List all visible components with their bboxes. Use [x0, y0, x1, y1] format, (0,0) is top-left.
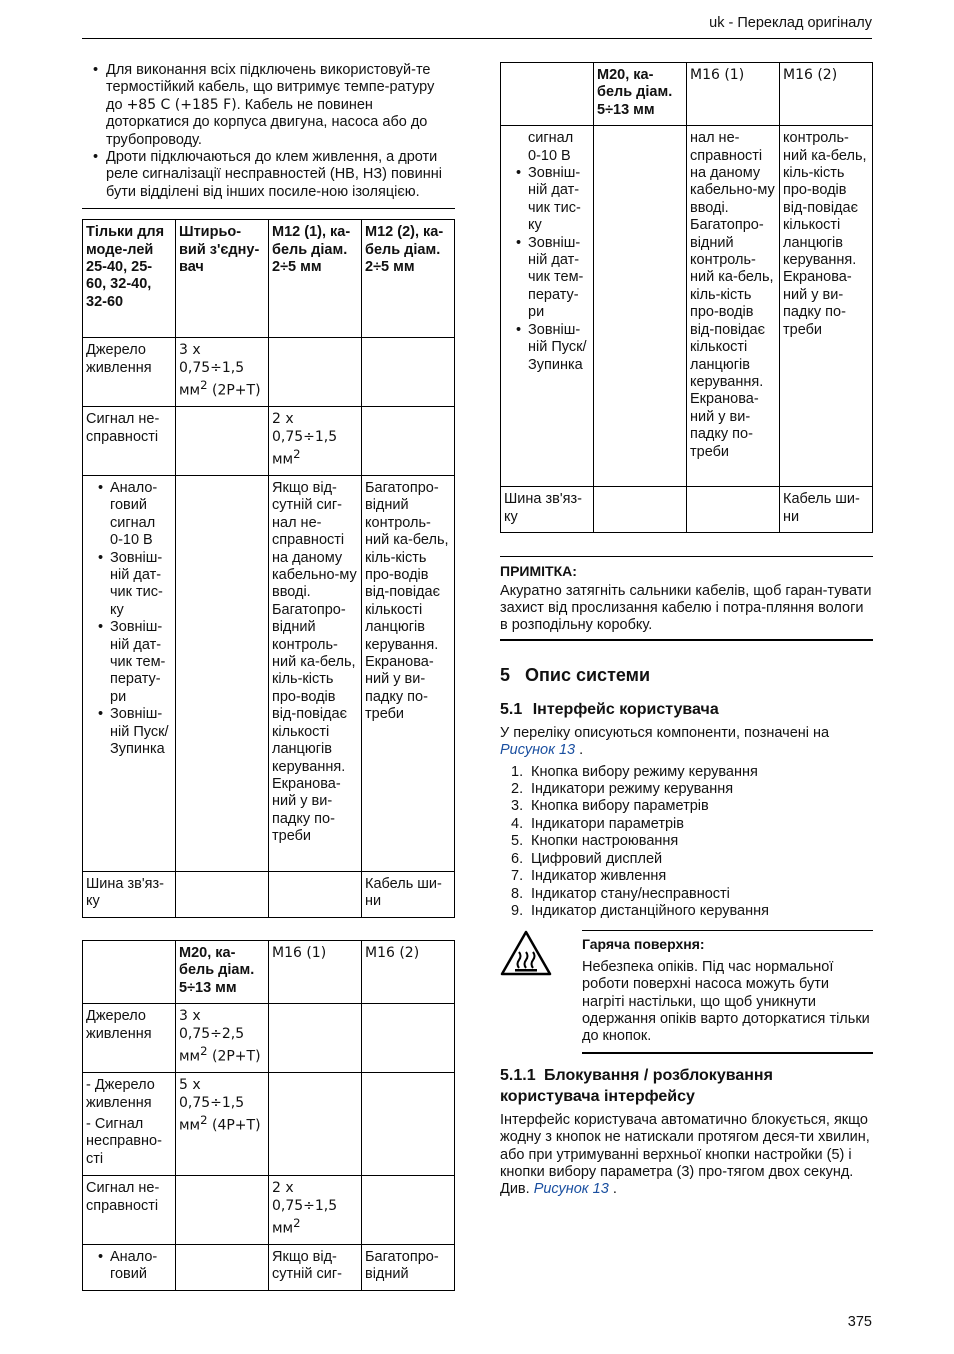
- cable-requirements-list: [82, 62, 455, 201]
- table-header: M16 (1): [269, 941, 362, 1004]
- table-cell: [362, 1176, 455, 1245]
- bullet-text: Для виконання всіх підключень використовуй-те термостійкий кабель, що витримує темпе-ратуру до: [106, 62, 435, 113]
- paragraph-text: У переліку описуються компоненти, позначені на: [500, 724, 830, 741]
- cable-spec: 3 x 0,75÷1,5 мм: [179, 342, 245, 399]
- divider: [82, 208, 455, 209]
- warning-top-rule: [582, 930, 873, 931]
- cable-spec: (2P+T): [207, 382, 261, 399]
- table-cell: Кабель ши-ни: [780, 487, 873, 533]
- table-header: M20, ка-бель діам. 5÷13 мм: [176, 941, 269, 1004]
- section-number: 5: [500, 664, 511, 685]
- superscript: 2: [200, 378, 208, 393]
- table-header: M16 (1): [687, 63, 780, 126]
- list-item: [500, 764, 873, 781]
- header-rule: [82, 38, 872, 39]
- list-item: • Анало-говий сигнал 0-10 В: [86, 480, 172, 550]
- cable-table-2: [82, 940, 455, 1291]
- paragraph-text: .: [608, 1181, 617, 1198]
- row-label: Джерело живлення: [83, 338, 176, 407]
- signal-list: [86, 1249, 172, 1284]
- list-item: • Зовніш-ній дат-чик тис-ку: [504, 165, 590, 235]
- table-cell: [176, 1073, 269, 1176]
- list-item: сигнал 0-10 В: [528, 130, 574, 164]
- table-cell: [269, 1073, 362, 1176]
- list-item: • Зовніш-ній дат-чик тем-перату-ри: [86, 619, 172, 706]
- list-item: [500, 833, 873, 850]
- list-item: • Зовніш-ній дат-чик тис-ку: [86, 550, 172, 620]
- list-label: Кнопка вибору параметрів: [531, 798, 709, 815]
- superscript: 2: [200, 1112, 208, 1127]
- table-cell: [362, 1004, 455, 1073]
- list-number: 5.: [511, 833, 524, 850]
- table-row: [83, 338, 455, 407]
- cable-spec: 2 x 0,75÷1,5 мм: [272, 411, 338, 468]
- list-item: • Зовніш-ній Пуск/ Зупинка: [504, 322, 590, 374]
- table-cell: контроль-ний ка-бель, кіль-кість про-водів від-повідає кількості ланцюгів керування. Екранова-ний у ви-падку по-треби: [780, 126, 873, 487]
- cable-spec: (4P+T): [207, 1117, 261, 1134]
- row-label: Сигнал не-справності: [83, 407, 176, 476]
- table-cell: нал не-справності на даному кабельно-му вводі. Багатопро-відний контроль-ний ка-бель, кіль-кість про-водів від-повідає кількості ланцюгів керування. Екранова-ний у ви-падку по-треби: [687, 126, 780, 487]
- list-label: Кнопки настроювання: [531, 833, 679, 850]
- table-cell: [269, 1176, 362, 1245]
- table-header: Штирьо-вий з'єдну-вач: [176, 220, 269, 338]
- table-cell: [176, 1004, 269, 1073]
- signal-list: [86, 480, 172, 759]
- warning-text: Небезпека опіків. Під час нормальної роботи поверхні насоса можуть бути нагріті настільки, що щоб уникнути одержання опіків варто доторкатися тільки до кнопок.: [582, 958, 870, 1045]
- table-row: [83, 476, 455, 872]
- superscript: 2: [200, 1044, 208, 1059]
- list-number: 8.: [511, 885, 524, 902]
- row-label: - Сигнал несправно-сті: [86, 1115, 162, 1167]
- signal-list: [504, 130, 590, 374]
- table-header: [83, 941, 176, 1004]
- list-item: [82, 62, 449, 149]
- section-number: 5.1: [500, 700, 523, 718]
- note-text: Акуратно затягніть сальники кабелів, щоб гаран-тувати захист від прослизання кабелю і потра-пляння вологи в розподільну коробку.: [500, 582, 872, 634]
- figure-link[interactable]: Рисунок 13: [533, 1181, 609, 1198]
- list-item: [500, 781, 873, 798]
- table-row: [501, 126, 873, 487]
- note-label: ПРИМІТКА:: [500, 563, 577, 580]
- note-bottom-rule: [500, 639, 873, 641]
- list-number: 7.: [511, 868, 524, 885]
- table-cell: Якщо від-сутній сиг-: [269, 1244, 362, 1290]
- temperature-value: +85 C (+185 F): [126, 96, 237, 113]
- table-header: Тільки для моде-лей 25-40, 25-60, 32-40, 32-60: [83, 220, 176, 338]
- section-title: Блокування / розблокування користувача інтерфейсу: [500, 1066, 773, 1105]
- row-label: Шина зв'яз-ку: [83, 872, 176, 918]
- table-cell: [594, 487, 687, 533]
- list-item: [500, 798, 873, 815]
- list-label: Кнопка вибору режиму керування: [531, 763, 758, 780]
- table-cell: Багатопро-відний: [362, 1244, 455, 1290]
- list-label: Індикатор живлення: [531, 868, 667, 885]
- table-cell: [362, 407, 455, 476]
- table-cell: Якщо від-сутній сиг-нал не-справності на даному кабельно-му вводі. Багатопро-відний контроль-ний ка-бель, кіль-кість про-водів від-повідає кількості ланцюгів керування. Екранова-ний у ви-падку по-треби: [269, 476, 362, 872]
- cable-table-1: [82, 219, 455, 918]
- superscript: 2: [293, 446, 301, 461]
- bullet-text: . Кабель не повинен доторкатися до корпуса двигуна, насоса або до трубопроводу.: [106, 96, 428, 148]
- warning-title: Гаряча поверхня:: [582, 936, 705, 953]
- section-title: Інтерфейс користувача: [532, 700, 719, 718]
- intro-paragraph: [500, 725, 873, 760]
- list-item: [500, 851, 873, 868]
- table-row: [83, 1073, 455, 1176]
- section-title: Опис системи: [525, 664, 651, 685]
- table-row: [83, 1004, 455, 1073]
- table-cell: [176, 338, 269, 407]
- list-item: [500, 903, 873, 920]
- note-box: [500, 557, 873, 635]
- paragraph-text: Інтерфейс користувача автоматично блокується, якщо жодну з кнопок не натискали протягом деся-ти хвилин, або при утримуванні верхньої кнопки настройки (5) і кнопки вибору параметра (3) про-тягом двох секунд. Див.: [500, 1111, 870, 1198]
- subsubsection-heading: [500, 1065, 873, 1107]
- list-number: 4.: [511, 815, 524, 832]
- table-header: M16 (2): [362, 941, 455, 1004]
- table-header: M16 (2): [780, 63, 873, 126]
- table-row: [501, 487, 873, 533]
- list-number: 2.: [511, 781, 524, 798]
- table-cell: [83, 476, 176, 872]
- list-label: Індикатор стану/несправності: [531, 885, 730, 902]
- lock-paragraph: [500, 1112, 873, 1199]
- table-cell: [83, 1073, 176, 1176]
- table-cell: [687, 487, 780, 533]
- table-cell: [594, 126, 687, 487]
- list-item: [500, 816, 873, 833]
- table-cell: [176, 1244, 269, 1290]
- list-item: [500, 868, 873, 885]
- list-item: • Зовніш-ній Пуск/ Зупинка: [86, 706, 172, 758]
- list-label: Індикатор дистанційного керування: [531, 902, 769, 919]
- subsection-heading: [500, 700, 873, 720]
- table-row: [83, 1176, 455, 1245]
- table-row: [83, 407, 455, 476]
- figure-link[interactable]: Рисунок 13: [500, 742, 576, 759]
- table-header: M20, ка-бель діам. 5÷13 мм: [594, 63, 687, 126]
- cable-spec: 5 x 0,75÷1,5 мм: [179, 1077, 245, 1134]
- row-label: - Джерело живлення: [86, 1077, 155, 1111]
- table-cell: [176, 872, 269, 918]
- row-label: Джерело живлення: [83, 1004, 176, 1073]
- table-cell: Кабель ши-ни: [362, 872, 455, 918]
- list-label: Індикатори режиму керування: [531, 781, 734, 798]
- list-number: 9.: [511, 902, 524, 919]
- section-number: 5.1.1: [500, 1066, 536, 1084]
- page-header: uk - Переклад оригіналу: [709, 15, 872, 31]
- list-label: Цифровий дисплей: [531, 850, 663, 867]
- table-cell: [362, 1073, 455, 1176]
- cable-spec: (2P+T): [207, 1048, 261, 1065]
- table-header: [501, 63, 594, 126]
- list-item: • Зовніш-ній дат-чик тем-перату-ри: [504, 235, 590, 322]
- table-row: [83, 1244, 455, 1290]
- table-header: M12 (1), ка-бель діам. 2÷5 мм: [269, 220, 362, 338]
- table-cell: [176, 407, 269, 476]
- row-label: Сигнал не-справності: [83, 1176, 176, 1245]
- list-number: 3.: [511, 798, 524, 815]
- table-cell: Багатопро-відний контроль-ний ка-бель, кіль-кість про-водів від-повідає кількості ланцюгів керування. Екранова-ний у ви-падку по-треби: [362, 476, 455, 872]
- left-column: [82, 62, 455, 1291]
- cable-spec: 3 x 0,75÷2,5 мм: [179, 1008, 245, 1065]
- components-list: [500, 764, 873, 921]
- section-heading: [500, 664, 873, 686]
- table-cell: [176, 476, 269, 872]
- superscript: 2: [293, 1215, 301, 1230]
- warning-content: [582, 930, 873, 1053]
- table-cell: [362, 338, 455, 407]
- table-header: M12 (2), ка-бель діам. 2÷5 мм: [362, 220, 455, 338]
- row-label: Шина зв'яз-ку: [501, 487, 594, 533]
- list-item: • Анало-говий: [86, 1249, 172, 1284]
- right-column: [500, 62, 873, 1199]
- list-item: • Дроти підключаються до клем живлення, а дроти реле сигналізації несправностей (НВ, НЗ) повинні бути відділені від інших посиле-ною ізоляцією.: [82, 149, 449, 201]
- table-cell: [269, 407, 362, 476]
- cable-table-2-continued: [500, 62, 873, 533]
- paragraph-text: .: [575, 742, 584, 759]
- hot-surface-icon: [500, 930, 552, 976]
- table-cell: [269, 1004, 362, 1073]
- table-row: [83, 872, 455, 918]
- page-number: 375: [847, 1314, 872, 1330]
- list-item: [500, 886, 873, 903]
- warning-box: [500, 930, 873, 1053]
- table-cell: [269, 872, 362, 918]
- warning-bottom-rule: [582, 1052, 873, 1054]
- table-cell: [176, 1176, 269, 1245]
- table-cell: [269, 338, 362, 407]
- list-label: Індикатори параметрів: [531, 815, 684, 832]
- list-number: 6.: [511, 850, 524, 867]
- cable-spec: 2 x 0,75÷1,5 мм: [272, 1180, 338, 1237]
- list-number: 1.: [511, 763, 524, 780]
- table-cell: [83, 1244, 176, 1290]
- table-cell: [501, 126, 594, 487]
